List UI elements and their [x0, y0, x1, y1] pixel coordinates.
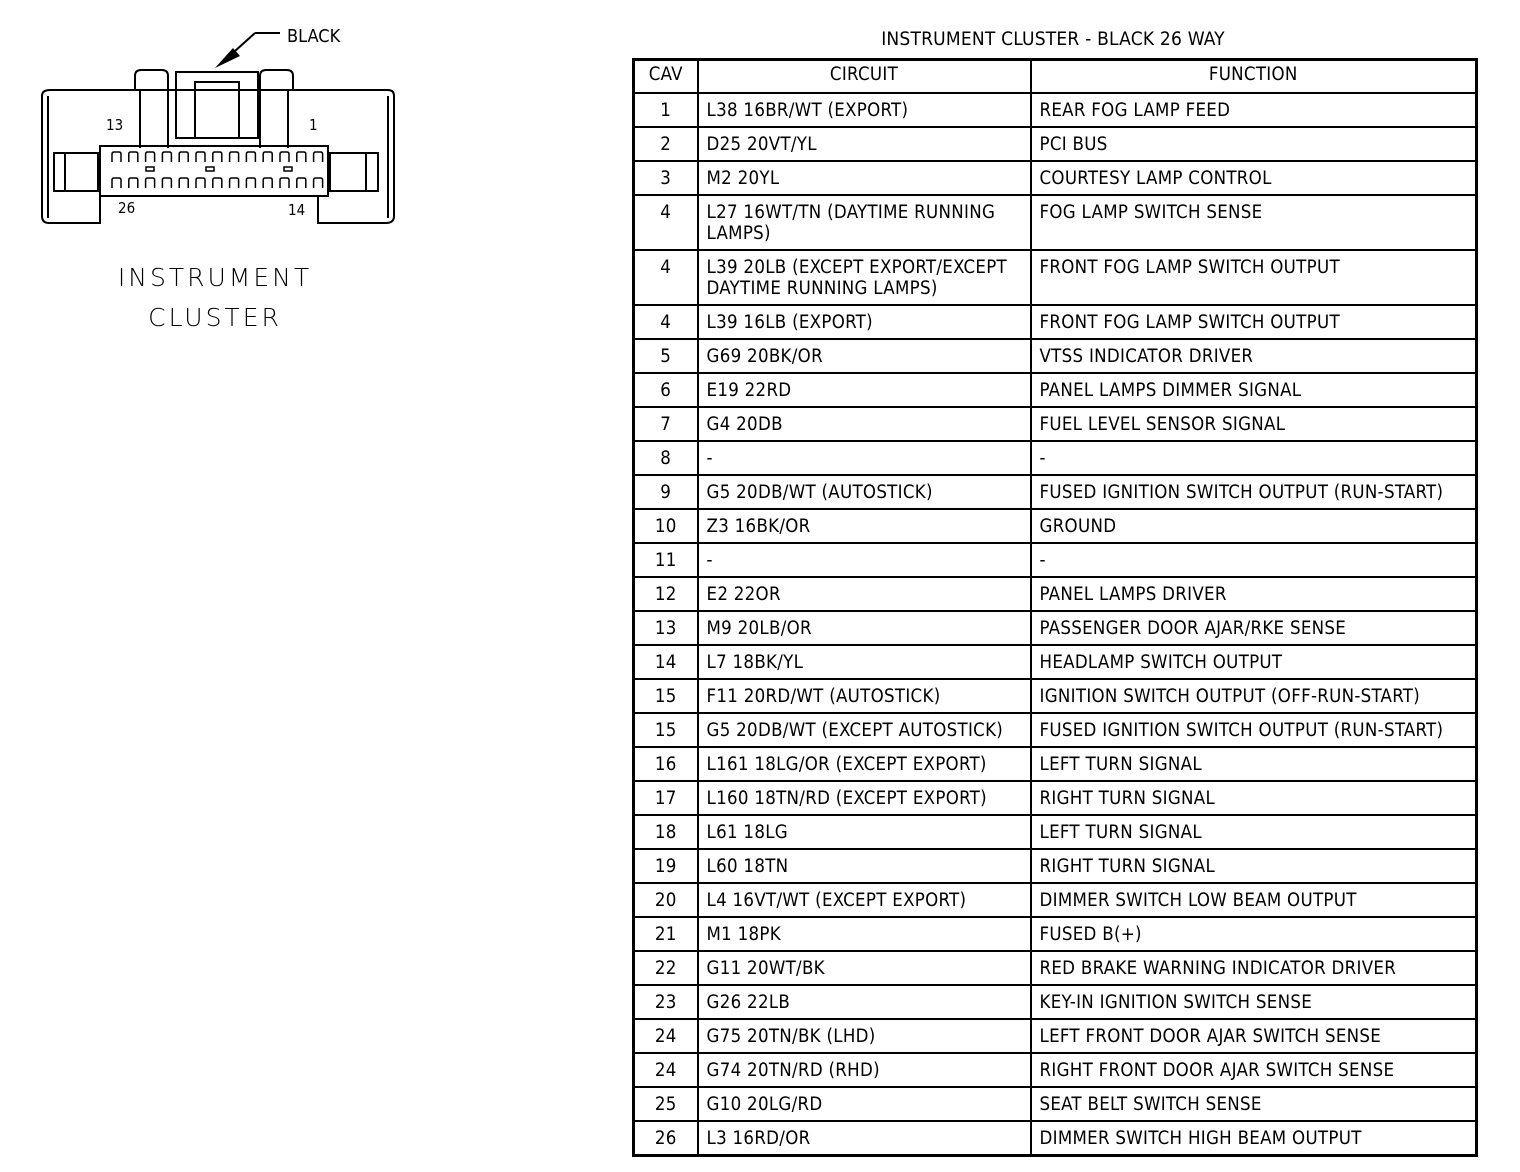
table-title: INSTRUMENT CLUSTER - BLACK 26 WAY — [881, 28, 1225, 50]
cell-circuit: D25 20VT/YL — [698, 127, 1031, 161]
cell-cav: 6 — [634, 373, 698, 407]
cell-circuit: G69 20BK/OR — [698, 339, 1031, 373]
cell-function: - — [1031, 441, 1477, 475]
caption-line-1: INSTRUMENT — [117, 263, 313, 292]
pin — [213, 178, 222, 188]
cell-function: DIMMER SWITCH HIGH BEAM OUTPUT — [1031, 1121, 1477, 1156]
table-row — [634, 679, 1477, 713]
cell-circuit: - — [698, 543, 1031, 577]
pin — [196, 152, 205, 162]
table-row — [634, 917, 1477, 951]
cell-circuit: - — [698, 441, 1031, 475]
cell-function: RED BRAKE WARNING INDICATOR DRIVER — [1031, 951, 1477, 985]
cell-cav: 24 — [634, 1053, 698, 1087]
header-function: FUNCTION — [1031, 60, 1477, 94]
table-row — [634, 475, 1477, 509]
cell-circuit: G74 20TN/RD (RHD) — [698, 1053, 1031, 1087]
cell-function: COURTESY LAMP CONTROL — [1031, 161, 1477, 195]
pin — [213, 152, 222, 162]
cell-function: FUSED B(+) — [1031, 917, 1477, 951]
table-row — [634, 1019, 1477, 1053]
cell-function: LEFT FRONT DOOR AJAR SWITCH SENSE — [1031, 1019, 1477, 1053]
cell-function: FOG LAMP SWITCH SENSE — [1031, 195, 1477, 250]
cell-cav: 23 — [634, 985, 698, 1019]
table-row — [634, 1087, 1477, 1121]
cell-cav: 10 — [634, 509, 698, 543]
cell-function: IGNITION SWITCH OUTPUT (OFF-RUN-START) — [1031, 679, 1477, 713]
pin-row-bottom — [112, 178, 323, 188]
table-row — [634, 195, 1477, 250]
pin-label-13: 13 — [106, 116, 124, 134]
table-row — [634, 611, 1477, 645]
cell-circuit: L61 18LG — [698, 815, 1031, 849]
cell-function: FUEL LEVEL SENSOR SIGNAL — [1031, 407, 1477, 441]
cell-circuit: L4 16VT/WT (EXCEPT EXPORT) — [698, 883, 1031, 917]
cell-cav: 2 — [634, 127, 698, 161]
table-row — [634, 577, 1477, 611]
pin — [162, 152, 171, 162]
pin — [146, 152, 155, 162]
table-row — [634, 93, 1477, 127]
cell-function: LEFT TURN SIGNAL — [1031, 747, 1477, 781]
cell-circuit: G10 20LG/RD — [698, 1087, 1031, 1121]
pin — [246, 152, 255, 162]
cell-function: PANEL LAMPS DRIVER — [1031, 577, 1477, 611]
cell-function: FRONT FOG LAMP SWITCH OUTPUT — [1031, 305, 1477, 339]
pin — [179, 178, 188, 188]
pin — [112, 178, 121, 188]
connector-body-outline — [42, 90, 394, 223]
cell-circuit: E19 22RD — [698, 373, 1031, 407]
cell-cav: 12 — [634, 577, 698, 611]
pin — [263, 178, 272, 188]
table-row — [634, 781, 1477, 815]
table-row — [634, 373, 1477, 407]
cell-function: HEADLAMP SWITCH OUTPUT — [1031, 645, 1477, 679]
cell-circuit: F11 20RD/WT (AUTOSTICK) — [698, 679, 1031, 713]
cell-function: DIMMER SWITCH LOW BEAM OUTPUT — [1031, 883, 1477, 917]
cell-circuit: G11 20WT/BK — [698, 951, 1031, 985]
table-row — [634, 543, 1477, 577]
cell-cav: 16 — [634, 747, 698, 781]
cell-function: REAR FOG LAMP FEED — [1031, 93, 1477, 127]
cell-circuit: L38 16BR/WT (EXPORT) — [698, 93, 1031, 127]
table-row — [634, 305, 1477, 339]
table-row — [634, 339, 1477, 373]
pin — [162, 178, 171, 188]
pin — [129, 178, 138, 188]
cell-function: - — [1031, 543, 1477, 577]
cell-function: PANEL LAMPS DIMMER SIGNAL — [1031, 373, 1477, 407]
pin-label-1: 1 — [309, 116, 318, 134]
pin — [246, 178, 255, 188]
pin — [146, 178, 155, 188]
table-row — [634, 747, 1477, 781]
table-row — [634, 713, 1477, 747]
cell-circuit: G5 20DB/WT (AUTOSTICK) — [698, 475, 1031, 509]
table-row — [634, 1053, 1477, 1087]
pin — [314, 152, 323, 162]
cell-cav: 7 — [634, 407, 698, 441]
cell-function: FUSED IGNITION SWITCH OUTPUT (RUN-START) — [1031, 475, 1477, 509]
caption-line-2: CLUSTER — [148, 303, 282, 332]
table-row — [634, 849, 1477, 883]
cell-cav: 15 — [634, 713, 698, 747]
cell-circuit: L27 16WT/TN (DAYTIME RUNNING LAMPS) — [698, 195, 1031, 250]
cell-circuit: G26 22LB — [698, 985, 1031, 1019]
pin — [112, 152, 121, 162]
cell-cav: 4 — [634, 195, 698, 250]
cell-cav: 14 — [634, 645, 698, 679]
cell-cav: 11 — [634, 543, 698, 577]
pin — [280, 178, 289, 188]
pin — [297, 152, 306, 162]
header-cav: CAV — [634, 60, 698, 94]
table-row — [634, 951, 1477, 985]
cell-circuit: L3 16RD/OR — [698, 1121, 1031, 1156]
cell-function: FUSED IGNITION SWITCH OUTPUT (RUN-START) — [1031, 713, 1477, 747]
cell-function: PASSENGER DOOR AJAR/RKE SENSE — [1031, 611, 1477, 645]
cell-cav: 5 — [634, 339, 698, 373]
table-row — [634, 250, 1477, 305]
cell-cav: 26 — [634, 1121, 698, 1156]
table-row — [634, 161, 1477, 195]
cell-circuit: G4 20DB — [698, 407, 1031, 441]
table-header-row — [634, 60, 1477, 94]
pin — [263, 152, 272, 162]
pin — [314, 178, 323, 188]
table-row — [634, 407, 1477, 441]
cell-function: KEY-IN IGNITION SWITCH SENSE — [1031, 985, 1477, 1019]
cell-circuit: G75 20TN/BK (LHD) — [698, 1019, 1031, 1053]
table-row — [634, 883, 1477, 917]
pin-label-26: 26 — [118, 199, 136, 217]
pin — [196, 178, 205, 188]
cell-function: RIGHT FRONT DOOR AJAR SWITCH SENSE — [1031, 1053, 1477, 1087]
cell-cav: 3 — [634, 161, 698, 195]
header-circuit: CIRCUIT — [698, 60, 1031, 94]
cell-function: LEFT TURN SIGNAL — [1031, 815, 1477, 849]
pin-label-14: 14 — [288, 201, 306, 219]
connector-caption — [110, 258, 320, 338]
pin-row-top — [112, 152, 323, 162]
cell-cav: 20 — [634, 883, 698, 917]
cell-circuit: L7 18BK/YL — [698, 645, 1031, 679]
cell-cav: 1 — [634, 93, 698, 127]
table-row — [634, 509, 1477, 543]
table-row — [634, 815, 1477, 849]
pin — [230, 178, 239, 188]
connector-diagram — [20, 18, 420, 248]
table-row — [634, 985, 1477, 1019]
pin — [129, 152, 138, 162]
pin — [179, 152, 188, 162]
cell-circuit: L60 18TN — [698, 849, 1031, 883]
cell-circuit: L160 18TN/RD (EXCEPT EXPORT) — [698, 781, 1031, 815]
cell-cav: 24 — [634, 1019, 698, 1053]
cell-circuit: L161 18LG/OR (EXCEPT EXPORT) — [698, 747, 1031, 781]
cell-function: GROUND — [1031, 509, 1477, 543]
cell-function: RIGHT TURN SIGNAL — [1031, 849, 1477, 883]
cell-circuit: M2 20YL — [698, 161, 1031, 195]
cell-cav: 8 — [634, 441, 698, 475]
cell-circuit: M9 20LB/OR — [698, 611, 1031, 645]
cell-cav: 15 — [634, 679, 698, 713]
cell-cav: 9 — [634, 475, 698, 509]
cell-circuit: G5 20DB/WT (EXCEPT AUTOSTICK) — [698, 713, 1031, 747]
cell-circuit: Z3 16BK/OR — [698, 509, 1031, 543]
cell-function: VTSS INDICATOR DRIVER — [1031, 339, 1477, 373]
pin — [297, 178, 306, 188]
cell-circuit: M1 18PK — [698, 917, 1031, 951]
cell-cav: 4 — [634, 250, 698, 305]
cell-cav: 4 — [634, 305, 698, 339]
cell-cav: 25 — [634, 1087, 698, 1121]
cell-function: FRONT FOG LAMP SWITCH OUTPUT — [1031, 250, 1477, 305]
pinout-table — [632, 58, 1478, 1157]
pin — [280, 152, 289, 162]
table-body — [634, 93, 1477, 1156]
cell-cav: 21 — [634, 917, 698, 951]
cell-function: SEAT BELT SWITCH SENSE — [1031, 1087, 1477, 1121]
cell-cav: 18 — [634, 815, 698, 849]
cell-circuit: L39 20LB (EXCEPT EXPORT/EXCEPT DAYTIME RUNNING LAMPS) — [698, 250, 1031, 305]
cell-cav: 17 — [634, 781, 698, 815]
connector-body-left — [42, 96, 100, 223]
cell-circuit: E2 22OR — [698, 577, 1031, 611]
cell-cav: 22 — [634, 951, 698, 985]
cell-cav: 13 — [634, 611, 698, 645]
callout-label: BLACK — [287, 26, 341, 47]
cell-function: RIGHT TURN SIGNAL — [1031, 781, 1477, 815]
table-row — [634, 1121, 1477, 1156]
pin — [230, 152, 239, 162]
table-row — [634, 645, 1477, 679]
cell-function: PCI BUS — [1031, 127, 1477, 161]
cell-circuit: L39 16LB (EXPORT) — [698, 305, 1031, 339]
table-row — [634, 127, 1477, 161]
table-row — [634, 441, 1477, 475]
cell-cav: 19 — [634, 849, 698, 883]
